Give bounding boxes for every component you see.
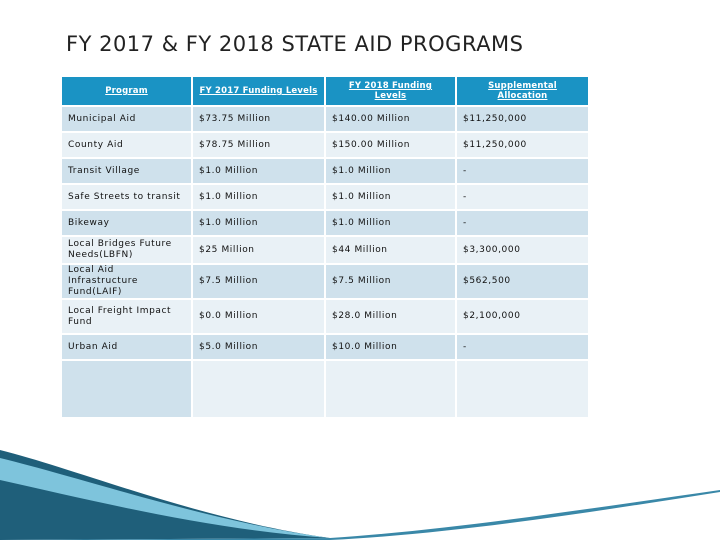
fy2018-cell <box>326 361 455 417</box>
supplemental-cell: - <box>457 211 588 235</box>
fy2017-cell <box>193 361 324 417</box>
supplemental-cell: $11,250,000 <box>457 107 588 131</box>
fy2018-cell: $140.00 Million <box>326 107 455 131</box>
fy2018-cell: $28.0 Million <box>326 300 455 333</box>
fy2017-cell: $25 Million <box>193 237 324 263</box>
program-cell: Local Aid Infrastructure Fund(LAIF) <box>62 265 191 298</box>
supplemental-cell: - <box>457 335 588 359</box>
program-cell <box>62 361 191 417</box>
program-cell: Transit Village <box>62 159 191 183</box>
table-row <box>62 133 588 157</box>
fy2018-cell: $150.00 Million <box>326 133 455 157</box>
header-program: Program <box>62 77 191 105</box>
program-cell: Safe Streets to transit <box>62 185 191 209</box>
supplemental-cell: $2,100,000 <box>457 300 588 333</box>
fy2017-cell: $1.0 Million <box>193 211 324 235</box>
supplemental-cell: $562,500 <box>457 265 588 298</box>
supplemental-cell <box>457 361 588 417</box>
program-cell: County Aid <box>62 133 191 157</box>
supplemental-cell: - <box>457 159 588 183</box>
fy2018-cell: $1.0 Million <box>326 211 455 235</box>
decorative-swoosh <box>0 450 720 540</box>
fy2018-cell: $7.5 Million <box>326 265 455 298</box>
fy2018-cell: $1.0 Million <box>326 159 455 183</box>
fy2017-cell: $5.0 Million <box>193 335 324 359</box>
table-row <box>62 265 588 298</box>
program-cell: Local Freight Impact Fund <box>62 300 191 333</box>
swoosh-dark-band <box>0 450 330 540</box>
fy2017-cell: $73.75 Million <box>193 107 324 131</box>
program-cell: Bikeway <box>62 211 191 235</box>
program-cell: Urban Aid <box>62 335 191 359</box>
table-row <box>62 107 588 131</box>
program-cell: Local Bridges Future Needs(LBFN) <box>62 237 191 263</box>
fy2017-cell: $1.0 Million <box>193 185 324 209</box>
table-row <box>62 237 588 263</box>
supplemental-cell: - <box>457 185 588 209</box>
fy2017-cell: $7.5 Million <box>193 265 324 298</box>
program-cell: Municipal Aid <box>62 107 191 131</box>
page-title: FY 2017 & FY 2018 STATE AID PROGRAMS <box>66 32 524 56</box>
fy2018-cell: $10.0 Million <box>326 335 455 359</box>
fy2017-cell: $1.0 Million <box>193 159 324 183</box>
state-aid-table <box>60 75 590 419</box>
table-row <box>62 335 588 359</box>
table-row <box>62 211 588 235</box>
fy2018-cell: $1.0 Million <box>326 185 455 209</box>
table-row <box>62 159 588 183</box>
supplemental-cell: $11,250,000 <box>457 133 588 157</box>
fy2017-cell: $78.75 Million <box>193 133 324 157</box>
fy2017-cell: $0.0 Million <box>193 300 324 333</box>
supplemental-cell: $3,300,000 <box>457 237 588 263</box>
table-row <box>62 185 588 209</box>
header-supplemental: Supplemental Allocation <box>457 77 588 105</box>
table-row <box>62 300 588 333</box>
table-header-row <box>62 77 588 105</box>
table-row-empty <box>62 361 588 417</box>
fy2018-cell: $44 Million <box>326 237 455 263</box>
header-fy2018: FY 2018 Funding Levels <box>326 77 455 105</box>
header-fy2017: FY 2017 Funding Levels <box>193 77 324 105</box>
